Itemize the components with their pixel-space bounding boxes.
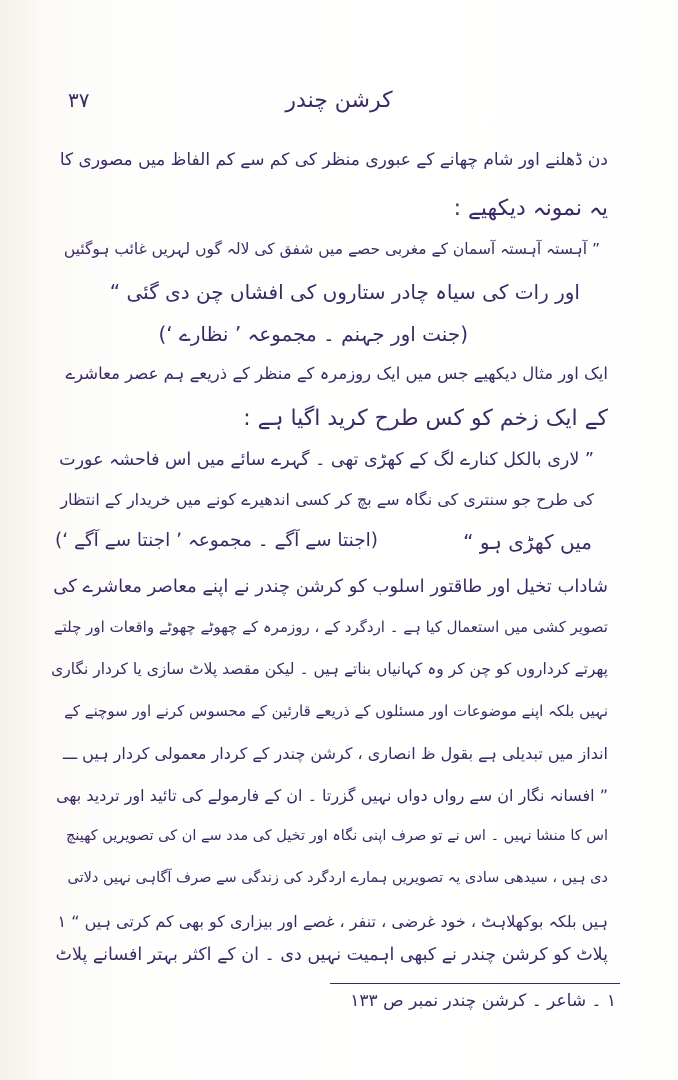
running-title: کرشن چندر [285, 88, 393, 113]
text-line-15: نہیں بلکہ اپنے موضوعات اور مسئلوں کے ذریعے قارئین کے محسوس کرنے اور سوچنے کے [64, 702, 608, 720]
footnote-rule [330, 983, 620, 984]
text-line-20: ہیں بلکہ بوکھلاہٹ ، خود غرضی ، تنفر ، غصے اور بیزاری کو بھی کم کرتی ہیں “ ۱ [57, 912, 608, 931]
text-line-2: یہ نمونہ دیکھیے : [453, 196, 608, 221]
page-number: ۳۷ [68, 88, 90, 112]
text-line-17: ” افسانہ نگار ان سے رواں دواں نہیں گزرتا ۔ ان کے فارمولے کی تائید اور تردید بھی [56, 786, 608, 805]
text-line-19: دی ہیں ، سیدھی سادی یہ تصویریں ہمارے اردگرد کی زندگی سے صرف آگاہی نہیں دلاتی [67, 870, 608, 886]
text-line-21: پلاٹ کو کرشن چندر نے کبھی اہمیت نہیں دی ۔ ان کے اکثر بہتر افسانے پلاٹ [55, 945, 608, 965]
quote-line-3: ” لاری بالکل کنارے لگ کے کھڑی تھی ۔ گہرے سائے میں اس فاحشہ عورت [59, 450, 594, 470]
quote-line-2: اور رات کی سیاہ چادر ستاروں کی افشاں چن دی گئی “ [109, 280, 580, 304]
text-line-13: تصویر کشی میں استعمال کیا ہے ۔ اردگرد کے ، روزمرہ کے چھوٹے چھوٹے واقعات اور چلتے [53, 618, 608, 636]
text-line-6: ایک اور مثال دیکھیے جس میں ایک روزمرہ کے منظر کے ذریعے ہم عصر معاشرے [65, 364, 608, 383]
quote-citation-1: (جنت اور جہنم ۔ مجموعہ ’ نظارے ‘) [158, 322, 468, 346]
text-line-18: اس کا منشا نہیں ۔ اس نے تو صرف اپنی نگاہ اور تخیل کی مدد سے ان کی تصویریں کھینچ [65, 828, 608, 844]
quote-citation-2: (اجنتا سے آگے ۔ مجموعہ ’ اجنتا سے آگے ‘) [55, 530, 378, 551]
text-line-16: انداز میں تبدیلی ہے بقول ظ انصاری ، کرشن چندر کے کردار معمولی کردار ہیں ـــ [63, 744, 608, 763]
text-line-12: شاداب تخیل اور طاقتور اسلوب کو کرشن چندر نے اپنے معاصر معاشرے کی [53, 576, 608, 597]
text-line-7: کے ایک زخم کو کس طرح کرید اگیا ہے : [243, 406, 608, 431]
text-line-1: دن ڈھلنے اور شام چھانے کے عبوری منظر کی کم سے کم الفاظ میں مصوری کا [59, 150, 608, 170]
quote-line-5: میں کھڑی ہو “ [463, 530, 592, 554]
quote-line-1: ” آہستہ آہستہ آسمان کے مغربی حصے میں شفق کی لالہ گوں لہریں غائب ہوگئیں [63, 240, 600, 258]
text-line-14: پھرتے کرداروں کو چن کر وہ کہانیاں بناتے ہیں ۔ لیکن مقصد پلاٹ سازی یا کردار نگاری [51, 660, 608, 678]
footnote: ۱ ۔ شاعر ۔ کرشن چندر نمبر ص ۱۳۳ [350, 991, 616, 1011]
quote-line-4: کی طرح جو سنتری کی نگاہ سے بچ کر کسی اندھیرے کونے میں خریدار کے انتظار [60, 490, 594, 509]
